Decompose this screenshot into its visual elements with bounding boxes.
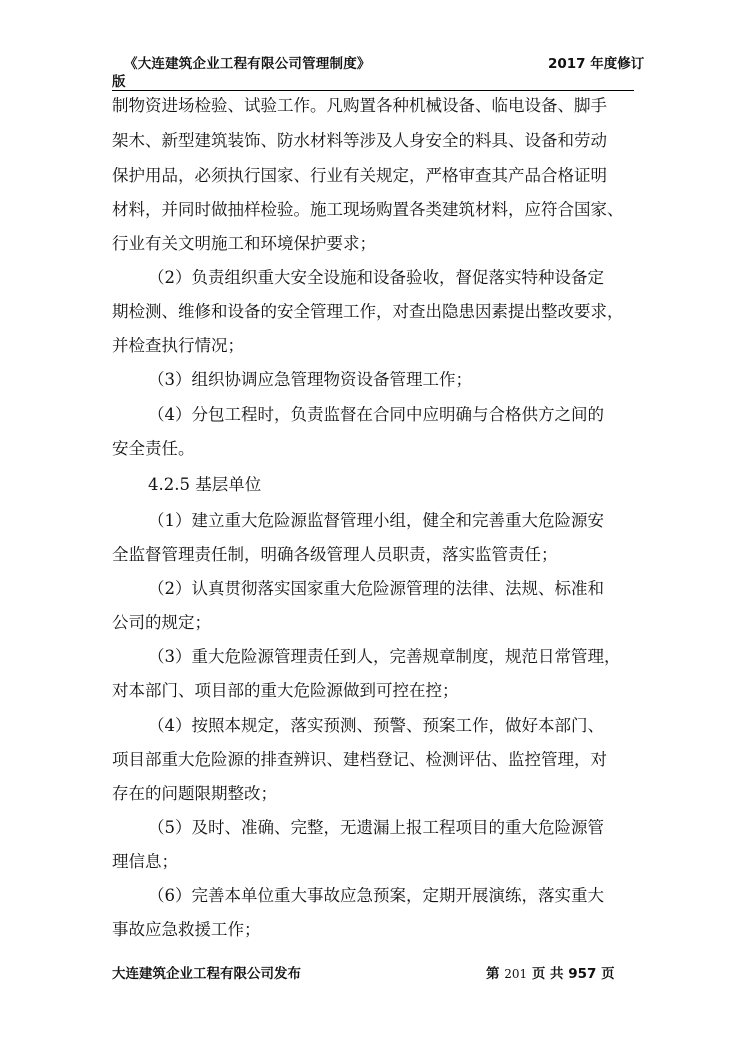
text-line: （4）按照本规定，落实预测、预警、预案工作，做好本部门、 [148,716,604,735]
text-line: （4）分包工程时，负责监督在合同中应明确与合格供方之间的 [148,405,604,424]
header-revision: 2017 年度修订 [548,56,645,72]
text-line: （2）负责组织重大安全设施和设备验收，督促落实特种设备定 [148,268,604,287]
text-line: 材料，并同时做抽样检验。施工现场购置各类建筑材料，应符合国家、 [112,200,624,219]
text-line: 对本部门、项目部的重大危险源做到可控在控； [112,681,459,700]
text-line: 存在的问题限期整改； [112,784,277,803]
text-line: 安全责任。 [112,439,195,458]
text-line: （2）认真贯彻落实国家重大危险源管理的法律、法规、标准和 [148,579,604,598]
text-line: 事故应急救援工作； [112,920,261,939]
text-line: （3）重大危险源管理责任到人，完善规章制度，规范日常管理， [148,647,621,666]
text-line: （5）及时、准确、完整，无遗漏上报工程项目的重大危险源管 [148,818,604,837]
text-line: 公司的规定； [112,613,211,632]
text-line: 保护用品，必须执行国家、行业有关规定，严格审查其产品合格证明 [112,166,607,185]
page-prefix: 第 [486,966,500,982]
section-heading: 4.2.5 基层单位 [148,475,262,494]
text-line: 行业有关文明施工和环境保护要求； [112,234,376,253]
footer-publisher: 大连建筑企业工程有限公司发布 [112,966,301,982]
header-title: 《大连建筑企业工程有限公司管理制度》 [124,56,371,72]
page-mid: 页 共 [531,966,564,982]
text-line: 并检查执行情况； [112,336,244,355]
text-line: （6）完善本单位重大事故应急预案，定期开展演练，落实重大 [148,886,604,905]
footer-page-info [486,962,615,982]
header-revision-cont: 版 [112,74,126,90]
text-line: 全监督管理责任制，明确各级管理人员职责，落实监管责任； [112,545,558,564]
text-line: 项目部重大危险源的排查辨识、建档登记、检测评估、监控管理，对 [112,750,607,769]
text-line: 架木、新型建筑装饰、防水材料等涉及人身安全的料具、设备和劳动 [112,131,607,150]
header-divider [112,90,634,91]
text-line: （3）组织协调应急管理物资设备管理工作； [148,370,472,389]
page-total: 957 [568,966,597,982]
text-line: （1）建立重大危险源监督管理小组，健全和完善重大危险源安 [148,511,604,530]
text-line: 制物资进场检验、试验工作。凡购置各种机械设备、临电设备、脚手 [112,96,607,115]
text-line: 理信息； [112,852,178,871]
text-line: 期检测、维修和设备的安全管理工作，对查出隐患因素提出整改要求， [112,302,624,321]
page-number: 201 [504,967,528,981]
page-suffix: 页 [601,966,615,982]
